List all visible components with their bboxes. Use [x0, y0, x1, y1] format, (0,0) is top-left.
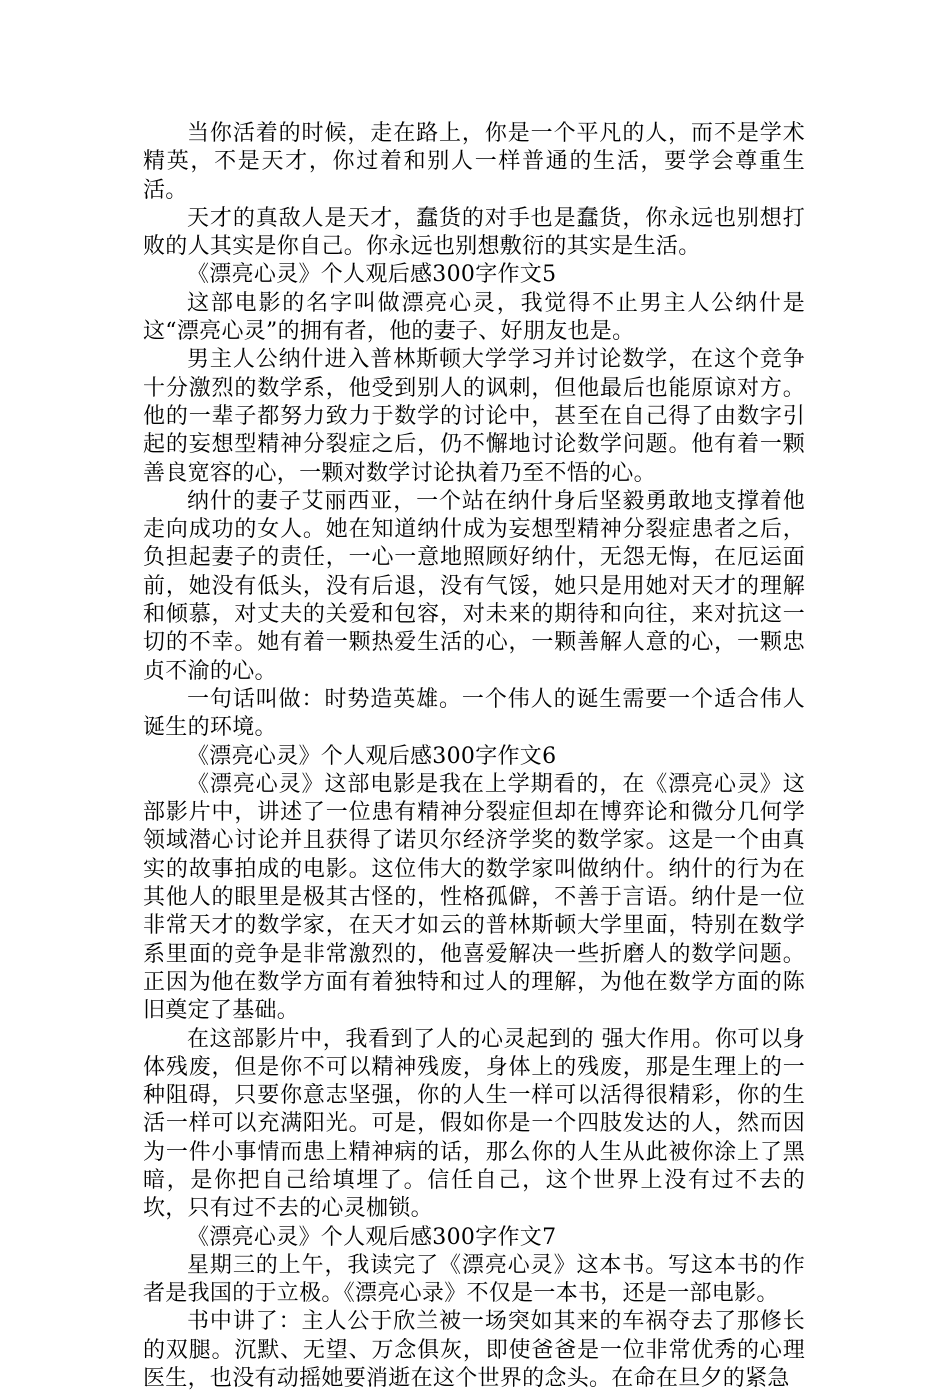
- paragraph: 天才的真敌人是天才，蠢货的对手也是蠢货，你永远也别想打败的人其实是你自己。你永远也别想敷衍的其实是生活。: [143, 205, 805, 260]
- paragraph: 当你活着的时候，走在路上，你是一个平凡的人，而不是学术精英，不是天才，你过着和别人一样普通的生活，要学会尊重生活。: [143, 121, 805, 203]
- section-heading: 《漂亮心灵》个人观后感300字作文6: [187, 743, 557, 769]
- paragraph: 在这部影片中，我看到了人的心灵起到的 强大作用。你可以身体残废，但是你不可以精神残废，身体上的残废，那是生理上的一种阻碍，只要你意志坚强，你的人生一样可以活得很精彩，你的生活一样可以充满阳光。可是，假如你是一个四肢发达的人，然而因为一件小事情而患上精神病的话，那么你的人生从此被你涂上了黑暗，是你把自己给填埋了。信任自己，这个世界上没有过不去的坎，只有过不去的心灵枷锁。: [143, 1026, 805, 1222]
- paragraph: 这部电影的名字叫做漂亮心灵，我觉得不止男主人公纳什是这“漂亮心灵”的拥有者，他的妻子、好朋友也是。: [143, 290, 805, 345]
- document-body: [143, 120, 805, 1393]
- paragraph: 纳什的妻子艾丽西亚，一个站在纳什身后坚毅勇敢地支撑着他走向成功的女人。她在知道纳什成为妄想型精神分裂症患者之后，负担起妻子的责任，一心一意地照顾好纳什，无怨无悔，在厄运面前，她没有低头，没有后退，没有气馁，她只是用她对天才的理解和倾慕，对丈夫的关爱和包容，对未来的期待和向往，来对抗这一切的不幸。她有着一颗热爱生活的心，一颗善解人意的心，一颗忠贞不渝的心。: [143, 488, 805, 684]
- paragraph: 一句话叫做：时势造英雄。一个伟人的诞生需要一个适合伟人诞生的环境。: [143, 686, 805, 741]
- paragraph: 《漂亮心灵》这部电影是我在上学期看的，在《漂亮心灵》这部影片中，讲述了一位患有精神分裂症但却在博弈论和微分几何学领域潜心讨论并且获得了诺贝尔经济学奖的数学家。这是一个由真实的故事拍成的电影。这位伟大的数学家叫做纳什。纳什的行为在其他人的眼里是极其古怪的，性格孤僻，不善于言语。纳什是一位非常天才的数学家，在天才如云的普林斯顿大学里面，特别在数学系里面的竞争是非常激烈的，他喜爱解决一些折磨人的数学问题。正因为他在数学方面有着独特和过人的理解，为他在数学方面的陈旧奠定了基础。: [143, 771, 805, 1024]
- paragraph: 书中讲了：主人公于欣兰被一场突如其来的车祸夺去了那修长的双腿。沉默、无望、万念俱灰，即使爸爸是一位非常优秀的心理医生，也没有动摇她要消逝在这个世界的念头。在命在旦夕的紧急: [143, 1309, 805, 1392]
- section-heading: 《漂亮心灵》个人观后感300字作文7: [187, 1224, 557, 1250]
- paragraph: 星期三的上午，我读完了《漂亮心灵》这本书。写这本书的作者是我国的于立极。《漂亮心录》不仅是一本书，还是一部电影。: [143, 1252, 805, 1307]
- section-heading: 《漂亮心灵》个人观后感300字作文5: [187, 262, 557, 288]
- paragraph: 男主人公纳什进入普林斯顿大学学习并讨论数学，在这个竞争十分激烈的数学系，他受到别人的讽刺，但他最后也能原谅对方。他的一辈子都努力致力于数学的讨论中，甚至在自己得了由数字引起的妄想型精神分裂症之后，仍不懈地讨论数学问题。他有着一颗善良宽容的心，一颗对数学讨论执着乃至不悟的心。: [143, 347, 805, 486]
